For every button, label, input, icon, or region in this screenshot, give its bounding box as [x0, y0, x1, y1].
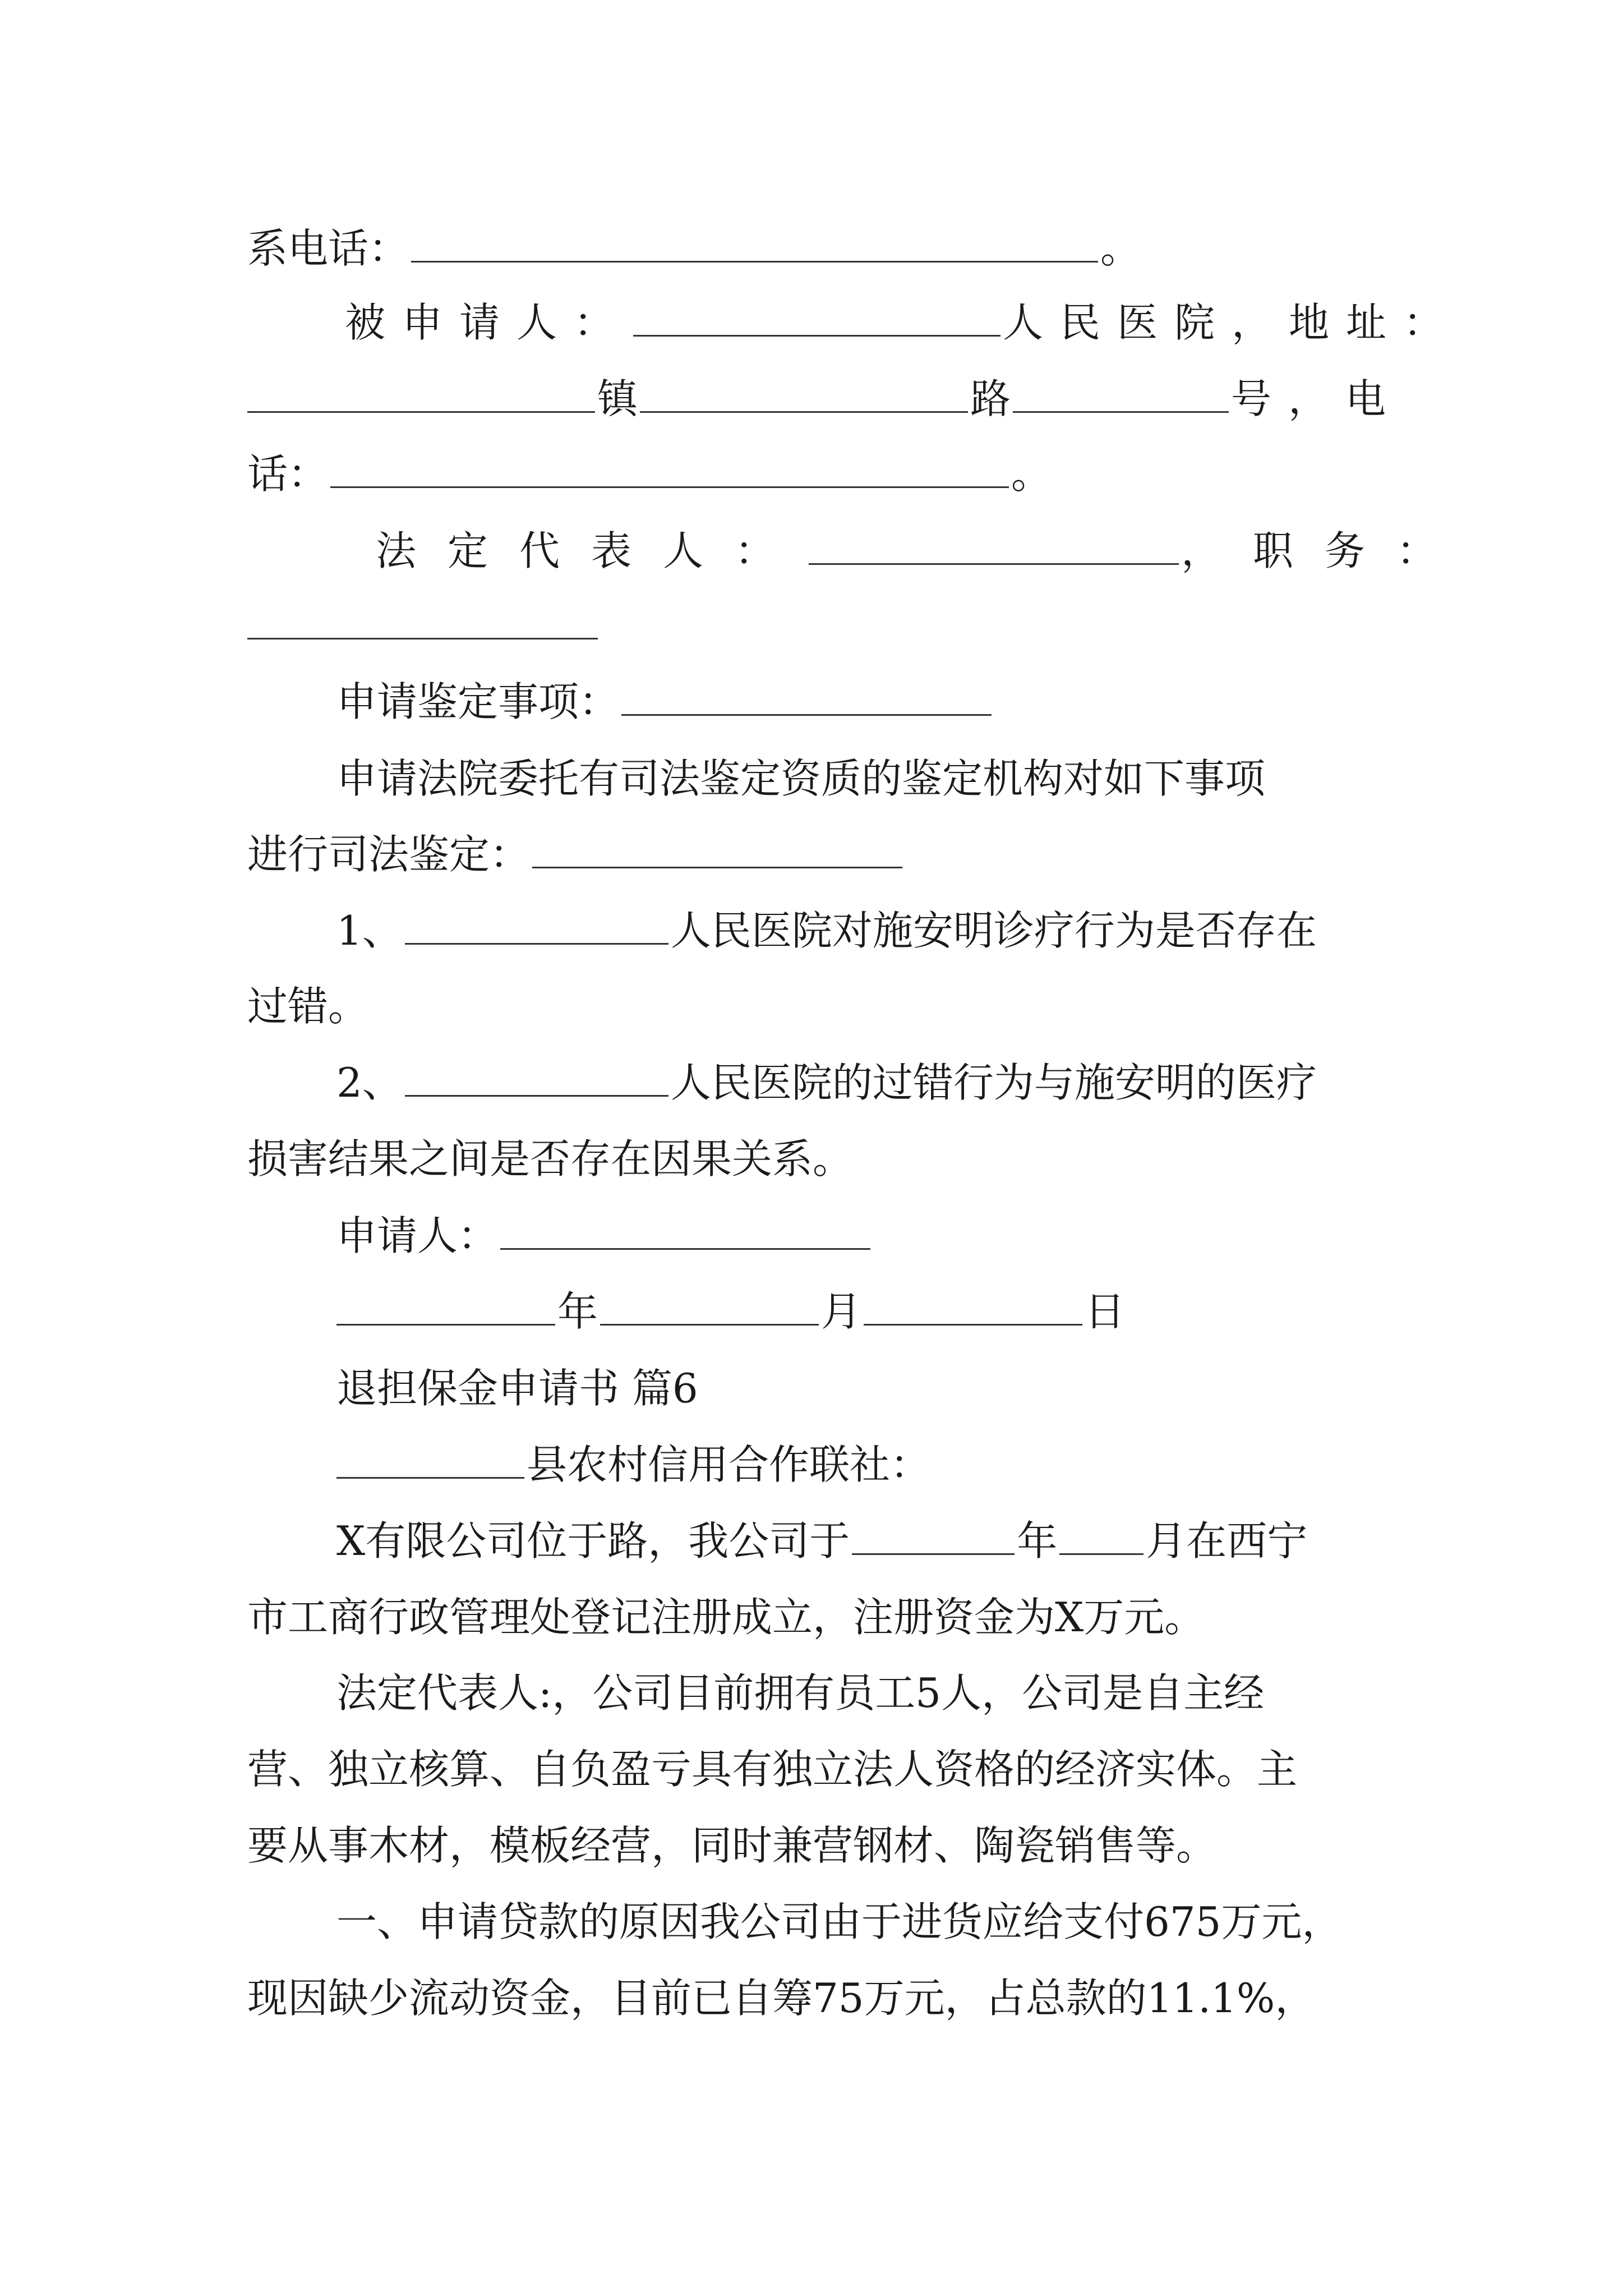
text: 1、 [336, 907, 403, 954]
text: 县农村信用合作联社： [527, 1441, 931, 1488]
text: 法定代表人： [376, 527, 807, 574]
line-registration [247, 1589, 1205, 1645]
blank-phone-2 [330, 447, 1009, 488]
line-business [247, 1741, 1297, 1797]
line-appraisal-item [336, 674, 994, 730]
text: 月在西宁 [1146, 1517, 1308, 1565]
text: 退担保金申请书 篇6 [336, 1365, 698, 1412]
blank-month [600, 1285, 819, 1326]
blank-est-month [1059, 1514, 1144, 1555]
text: 损害结果之间是否存在因果关系。 [247, 1135, 854, 1182]
line-position-blank [247, 597, 600, 654]
text: 申请法院委托有司法鉴定资质的鉴定机构对如下事项 [336, 755, 1266, 802]
blank-position [247, 599, 598, 639]
line-legal-rep-2 [336, 1665, 1264, 1721]
text: 2、 [336, 1059, 403, 1106]
line-addressee [336, 1437, 930, 1493]
line-address [247, 371, 1403, 427]
text: 镇 [597, 375, 638, 422]
line-business-2 [247, 1818, 1216, 1874]
line-applicant [336, 1208, 873, 1264]
text: 月 [821, 1288, 862, 1335]
blank-est-year [852, 1514, 1015, 1555]
text: 号，电 [1231, 375, 1403, 422]
text: 一、申请贷款的原因我公司由于进货应给支付675万元， [336, 1898, 1343, 1945]
text: ，职务： [1181, 527, 1469, 574]
blank-appraisal-item [621, 675, 992, 716]
blank-legal-rep [809, 524, 1179, 565]
line-item-1-cont [247, 978, 368, 1034]
line-request [336, 751, 1265, 807]
line-legal-rep [376, 523, 1468, 579]
text: 要从事木材，模板经营，同时兼营钢材、陶瓷销售等。 [247, 1822, 1217, 1869]
line-date [336, 1283, 1125, 1340]
line-loan-reason-2 [247, 1970, 1315, 2026]
blank-day [864, 1285, 1082, 1326]
text: 年 [557, 1288, 598, 1335]
line-phone [247, 446, 1052, 502]
text: X有限公司位于路，我公司于 [336, 1517, 850, 1565]
text: 被申请人： [345, 299, 631, 346]
text: 日 [1085, 1288, 1126, 1335]
blank-hospital-name [633, 296, 1000, 337]
blank-county [336, 1438, 524, 1479]
line-loan-reason [336, 1894, 1342, 1950]
blank-applicant [500, 1209, 870, 1250]
text: 营、独立核算、自负盈亏具有独立法人资格的经济实体。主 [247, 1746, 1298, 1793]
text: 现因缺少流动资金，目前已自筹75万元，占总款的11.1%， [247, 1975, 1316, 2022]
line-judicial [247, 826, 905, 882]
blank-phone [411, 222, 1098, 263]
line-respondent [345, 295, 1460, 351]
text: 。 [1011, 450, 1052, 498]
blank-town [247, 372, 595, 413]
blank-year [336, 1285, 555, 1326]
text: 系电话： [247, 225, 409, 272]
text: 申请鉴定事项： [336, 678, 620, 725]
text: 申请人： [336, 1212, 499, 1259]
blank-judicial [532, 827, 902, 868]
text: 人民医院对施安明诊疗行为是否存在 [670, 907, 1317, 954]
text: 。 [1100, 225, 1141, 272]
text: 人民医院，地址： [1003, 299, 1461, 346]
text: 年 [1017, 1517, 1058, 1565]
text: 进行司法鉴定： [247, 831, 531, 878]
text: 路 [970, 375, 1011, 422]
text: 话： [247, 450, 329, 498]
line-item-1 [336, 903, 1317, 959]
section-heading [336, 1360, 698, 1416]
text: 法定代表人:，公司目前拥有员工5人，公司是自主经 [336, 1669, 1265, 1717]
blank-item-1 [405, 904, 668, 945]
line-contact-phone [247, 220, 1141, 277]
blank-road [640, 372, 968, 413]
line-company [336, 1513, 1307, 1569]
text: 过错。 [247, 983, 369, 1030]
line-item-2 [336, 1055, 1317, 1111]
blank-item-2 [405, 1056, 668, 1097]
text: 人民医院的过错行为与施安明的医疗 [670, 1059, 1317, 1106]
text: 市工商行政管理处登记注册成立，注册资金为X万元。 [247, 1594, 1205, 1641]
blank-number [1013, 372, 1229, 413]
line-item-2-cont [247, 1131, 853, 1187]
